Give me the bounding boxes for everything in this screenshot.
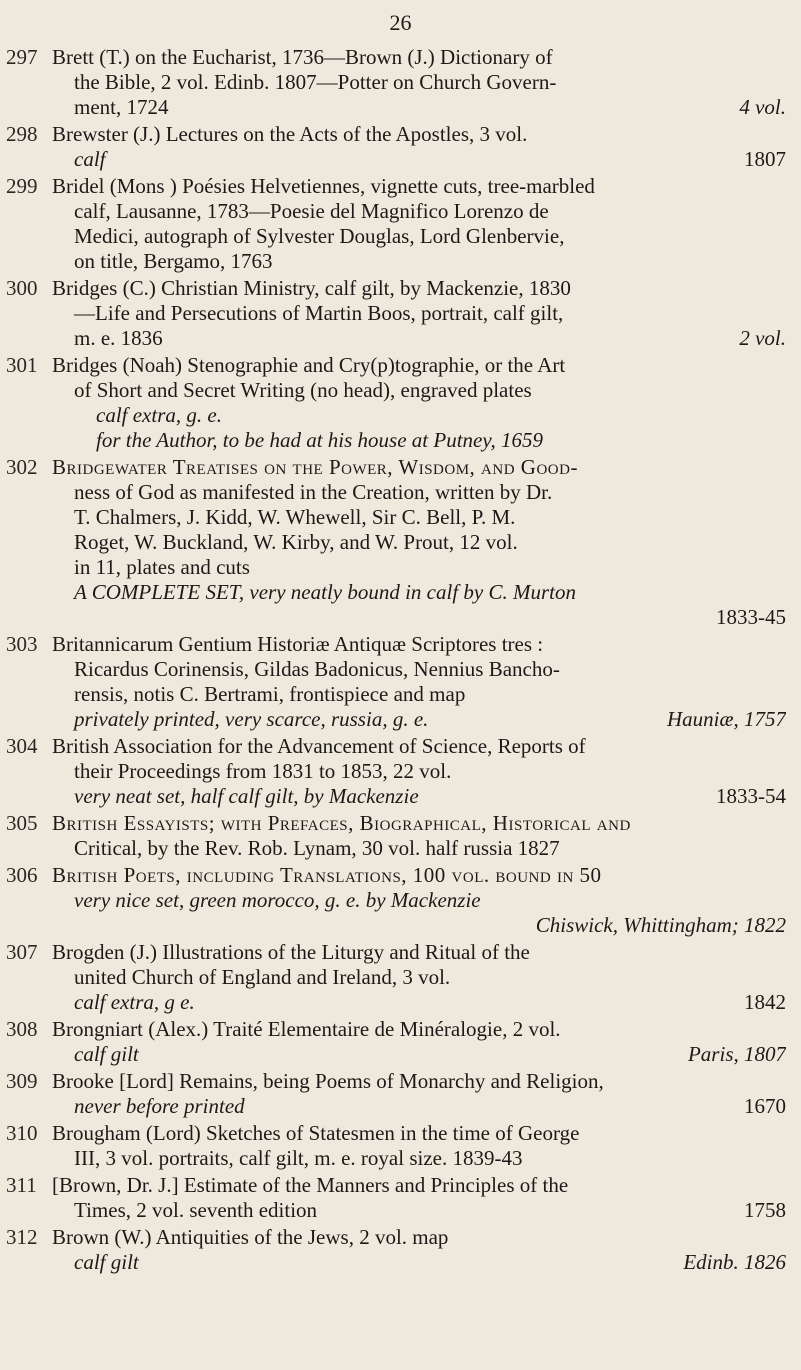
lot-number: 311 (6, 1173, 37, 1197)
entry-line: calf gilt (74, 1042, 139, 1066)
entry-line: very neat set, half calf gilt, by Mackenzie (74, 784, 419, 808)
entry-line-right: 1833-54 (716, 784, 786, 808)
lot-number: 306 (6, 863, 38, 887)
entry-line: on title, Bergamo, 1763 (74, 249, 273, 273)
catalogue-entry (6, 632, 786, 732)
entry-line: Brewster (J.) Lectures on the Acts of the Apostles, 3 vol. (52, 122, 528, 146)
entry-line: calf (74, 147, 106, 171)
entry-line: Brougham (Lord) Sketches of Statesmen in the time of George (52, 1121, 580, 1145)
entry-line: of Short and Secret Writing (no head), engraved plates (74, 378, 532, 402)
entry-line: —Life and Persecutions of Martin Boos, portrait, calf gilt, (74, 301, 564, 325)
entry-line-right: 4 vol. (739, 95, 786, 119)
lot-number: 310 (6, 1121, 38, 1145)
entry-line: Bridel (Mons ) Poésies Helvetiennes, vignette cuts, tree-marbled (52, 174, 595, 198)
lot-number: 297 (6, 45, 38, 69)
entry-line: very nice set, green morocco, g. e. by Mackenzie (74, 888, 481, 912)
lot-number: 308 (6, 1017, 38, 1041)
entry-line: T. Chalmers, J. Kidd, W. Whewell, Sir C. Bell, P. M. (74, 505, 516, 529)
entry-line: Brogden (J.) Illustrations of the Liturgy and Ritual of the (52, 940, 530, 964)
catalogue-entry (6, 455, 786, 630)
entry-line: for the Author, to be had at his house at Putney, 1659 (96, 428, 544, 452)
lot-number: 303 (6, 632, 38, 656)
entry-line: [Brown, Dr. J.] Estimate of the Manners and Principles of the (52, 1173, 569, 1197)
catalogue-entry (6, 45, 786, 120)
entry-line-right: 1807 (744, 147, 786, 171)
entry-line: calf gilt (74, 1250, 139, 1274)
entry-line: Brooke [Lord] Remains, being Poems of Monarchy and Religion, (52, 1069, 604, 1093)
entry-line: privately printed, very scarce, russia, g. e. (74, 707, 429, 731)
entry-line: calf extra, g e. (74, 990, 195, 1014)
entry-line: Britannicarum Gentium Historiæ Antiquæ Scriptores tres : (52, 632, 544, 656)
entry-line: British Association for the Advancement of Science, Reports of (52, 734, 586, 758)
entry-line: their Proceedings from 1831 to 1853, 22 vol. (74, 759, 452, 783)
entry-line: British Essayists; with Prefaces, Biographical, Historical and (52, 811, 631, 835)
entry-line-right: 1842 (744, 990, 786, 1014)
lot-number: 304 (6, 734, 38, 758)
entry-line: III, 3 vol. portraits, calf gilt, m. e. royal size. 1839-43 (74, 1146, 523, 1170)
catalogue-entry (6, 734, 786, 809)
catalogue-entry (6, 174, 786, 274)
lot-number: 302 (6, 455, 38, 479)
entry-line-right: Chiswick, Whittingham; 1822 (535, 913, 786, 937)
lot-number: 298 (6, 122, 38, 146)
entry-line: m. e. 1836 (74, 326, 163, 350)
catalogue-entry (6, 1225, 786, 1275)
entry-line: Ricardus Corinensis, Gildas Badonicus, Nennius Bancho- (74, 657, 560, 681)
entries-list (6, 45, 786, 1277)
lot-number: 307 (6, 940, 38, 964)
catalogue-entry (6, 353, 786, 453)
entry-line-right: Paris, 1807 (687, 1042, 786, 1066)
catalogue-entry (6, 276, 786, 351)
entry-line: Bridges (Noah) Stenographie and Cry(p)tographie, or the Art (52, 353, 566, 377)
catalogue-entry (6, 1173, 786, 1223)
entry-line: Roget, W. Buckland, W. Kirby, and W. Prout, 12 vol. (74, 530, 518, 554)
entry-line: united Church of England and Ireland, 3 vol. (74, 965, 451, 989)
entry-line-right: 1758 (744, 1198, 786, 1222)
catalogue-entry (6, 122, 786, 172)
entry-line: Bridgewater Treatises on the Power, Wisdom, and Good- (52, 455, 578, 479)
catalogue-entry (6, 1069, 786, 1119)
entry-line: calf, Lausanne, 1783—Poesie del Magnifico Lorenzo de (74, 199, 549, 223)
entry-line-right: Edinb. 1826 (683, 1250, 786, 1274)
entry-line: A COMPLETE SET, very neatly bound in calf by C. Murton (74, 580, 577, 604)
catalogue-entry (6, 863, 786, 938)
entry-line: Bridges (C.) Christian Ministry, calf gilt, by Mackenzie, 1830 (52, 276, 571, 300)
entry-line: in 11, plates and cuts (74, 555, 250, 579)
catalogue-entry (6, 811, 786, 861)
page-number: 26 (389, 10, 412, 35)
entry-line: Times, 2 vol. seventh edition (74, 1198, 318, 1222)
entry-line-right: 1670 (744, 1094, 786, 1118)
lot-number: 300 (6, 276, 38, 300)
entry-line-right: Hauniæ, 1757 (666, 707, 786, 731)
entry-line: Brown (W.) Antiquities of the Jews, 2 vol. map (52, 1225, 449, 1249)
entry-line: Critical, by the Rev. Rob. Lynam, 30 vol. half russia 1827 (74, 836, 560, 860)
entry-line-right: 2 vol. (739, 326, 786, 350)
entry-line: never before printed (74, 1094, 245, 1118)
entry-line: Brongniart (Alex.) Traité Elementaire de Minéralogie, 2 vol. (52, 1017, 561, 1041)
lot-number: 309 (6, 1069, 38, 1093)
entry-line: rensis, notis C. Bertrami, frontispiece and map (74, 682, 466, 706)
catalogue-entry (6, 1121, 786, 1171)
entry-line: ness of God as manifested in the Creation, written by Dr. (74, 480, 553, 504)
lot-number: 312 (6, 1225, 38, 1249)
entry-line: calf extra, g. e. (96, 403, 222, 427)
entry-line: British Poets, including Translations, 100 vol. bound in 50 (52, 863, 602, 887)
lot-number: 305 (6, 811, 38, 835)
lot-number: 299 (6, 174, 38, 198)
entry-line: the Bible, 2 vol. Edinb. 1807—Potter on Church Govern- (74, 70, 557, 94)
catalogue-entry (6, 940, 786, 1015)
catalogue-entry (6, 1017, 786, 1067)
entry-line: Medici, autograph of Sylvester Douglas, Lord Glenbervie, (74, 224, 565, 248)
entry-line: Brett (T.) on the Eucharist, 1736—Brown (J.) Dictionary of (52, 45, 553, 69)
entry-line-right: 1833-45 (716, 605, 786, 629)
entry-line: ment, 1724 (74, 95, 169, 119)
lot-number: 301 (6, 353, 38, 377)
